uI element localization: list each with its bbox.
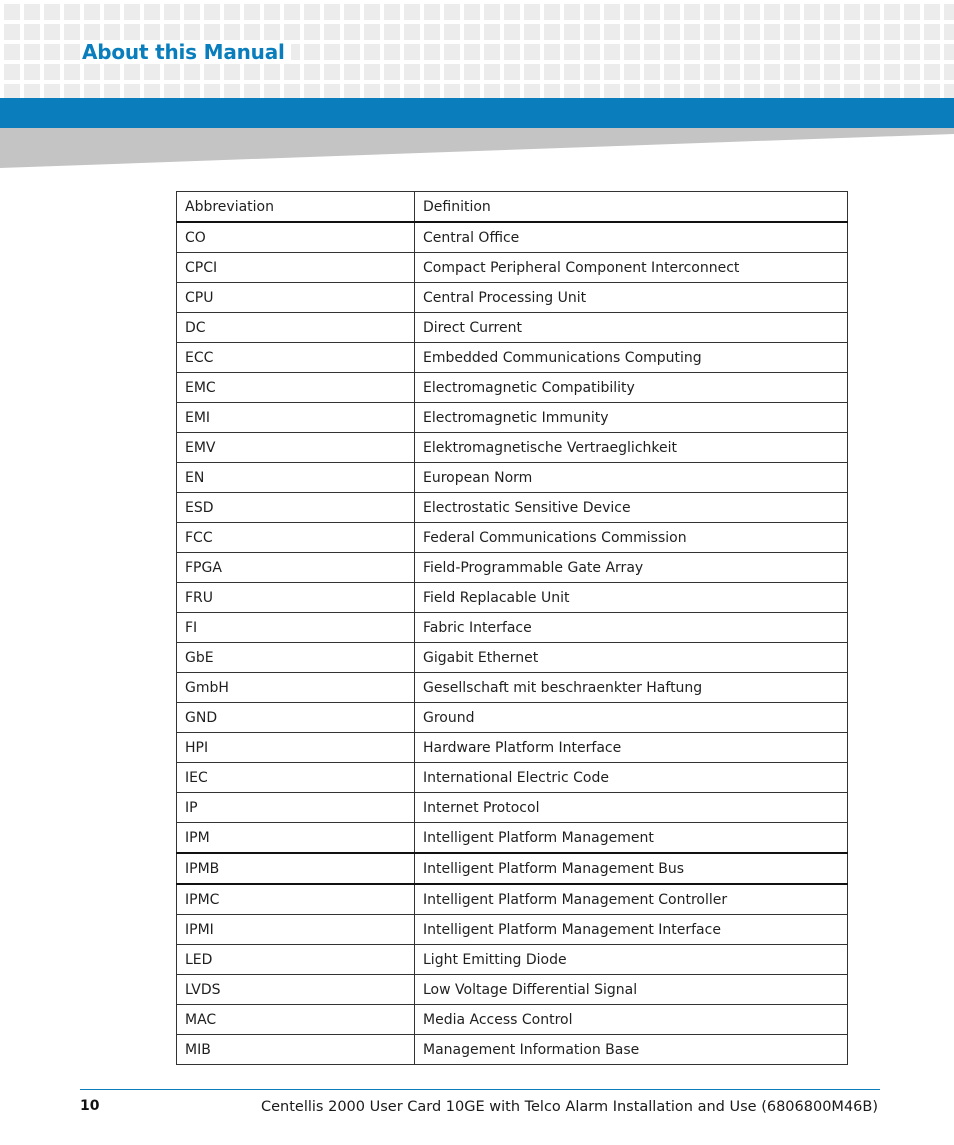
table-row [177, 433, 848, 463]
abbreviation-cell: IPM [177, 823, 415, 854]
table-row [177, 1005, 848, 1035]
definition-cell: Gigabit Ethernet [415, 643, 848, 673]
page-number: 10 [80, 1098, 100, 1114]
abbreviation-cell: CPCI [177, 253, 415, 283]
table-row [177, 222, 848, 253]
abbreviation-cell: IPMC [177, 884, 415, 915]
table-row [177, 553, 848, 583]
table-row [177, 915, 848, 945]
column-header-definition: Definition [415, 192, 848, 223]
table-row [177, 373, 848, 403]
table-row [177, 493, 848, 523]
abbreviation-cell: EN [177, 463, 415, 493]
table-row [177, 884, 848, 915]
table-row [177, 253, 848, 283]
definition-cell: Low Voltage Differential Signal [415, 975, 848, 1005]
definition-cell: Fabric Interface [415, 613, 848, 643]
table-row [177, 853, 848, 884]
table-row [177, 343, 848, 373]
definition-cell: Light Emitting Diode [415, 945, 848, 975]
table-header-row [177, 192, 848, 223]
table-row [177, 763, 848, 793]
abbreviation-cell: EMC [177, 373, 415, 403]
abbreviation-cell: IPMB [177, 853, 415, 884]
abbreviation-cell: CPU [177, 283, 415, 313]
footer-document-title: Centellis 2000 User Card 10GE with Telco Alarm Installation and Use (6806800M46B) [261, 1099, 878, 1115]
definition-cell: Intelligent Platform Management Controller [415, 884, 848, 915]
abbreviation-cell: EMV [177, 433, 415, 463]
definition-cell: Direct Current [415, 313, 848, 343]
definition-cell: Media Access Control [415, 1005, 848, 1035]
table-row [177, 945, 848, 975]
table-row [177, 733, 848, 763]
footer-rule [80, 1089, 880, 1090]
table-row [177, 643, 848, 673]
abbreviation-cell: DC [177, 313, 415, 343]
abbreviation-cell: LVDS [177, 975, 415, 1005]
page-title: About this Manual [82, 40, 291, 64]
table-row [177, 673, 848, 703]
header-blue-band [0, 98, 954, 128]
definition-cell: Intelligent Platform Management Interface [415, 915, 848, 945]
abbreviation-cell: HPI [177, 733, 415, 763]
definition-cell: International Electric Code [415, 763, 848, 793]
abbreviation-cell: IPMI [177, 915, 415, 945]
abbreviation-cell: FCC [177, 523, 415, 553]
definition-cell: Elektromagnetische Vertraeglichkeit [415, 433, 848, 463]
definition-cell: Central Processing Unit [415, 283, 848, 313]
abbreviation-cell: ESD [177, 493, 415, 523]
abbreviation-cell: FRU [177, 583, 415, 613]
definition-cell: Electromagnetic Compatibility [415, 373, 848, 403]
definition-cell: Compact Peripheral Component Interconnect [415, 253, 848, 283]
abbreviation-table [176, 191, 848, 1065]
definition-cell: Internet Protocol [415, 793, 848, 823]
definition-cell: Federal Communications Commission [415, 523, 848, 553]
definition-cell: Management Information Base [415, 1035, 848, 1065]
definition-cell: Intelligent Platform Management [415, 823, 848, 854]
abbreviation-cell: LED [177, 945, 415, 975]
abbreviation-cell: EMI [177, 403, 415, 433]
abbreviation-cell: IP [177, 793, 415, 823]
table-body [177, 222, 848, 1065]
definition-cell: European Norm [415, 463, 848, 493]
table-row [177, 313, 848, 343]
definition-cell: Central Office [415, 222, 848, 253]
table-row [177, 583, 848, 613]
abbreviation-cell: GbE [177, 643, 415, 673]
abbreviation-cell: CO [177, 222, 415, 253]
definition-cell: Hardware Platform Interface [415, 733, 848, 763]
abbreviation-cell: FPGA [177, 553, 415, 583]
abbreviation-cell: GND [177, 703, 415, 733]
table-row [177, 283, 848, 313]
table-row [177, 523, 848, 553]
definition-cell: Intelligent Platform Management Bus [415, 853, 848, 884]
definition-cell: Field Replacable Unit [415, 583, 848, 613]
abbreviation-cell: ECC [177, 343, 415, 373]
table-row [177, 823, 848, 854]
abbreviation-cell: MIB [177, 1035, 415, 1065]
abbreviation-cell: FI [177, 613, 415, 643]
abbreviation-cell: IEC [177, 763, 415, 793]
abbreviation-cell: MAC [177, 1005, 415, 1035]
table-row [177, 463, 848, 493]
table-row [177, 793, 848, 823]
table-row [177, 613, 848, 643]
column-header-abbreviation: Abbreviation [177, 192, 415, 223]
table-row [177, 975, 848, 1005]
definition-cell: Gesellschaft mit beschraenkter Haftung [415, 673, 848, 703]
definition-cell: Field-Programmable Gate Array [415, 553, 848, 583]
abbreviation-cell: GmbH [177, 673, 415, 703]
header-gray-swoosh [0, 128, 954, 168]
definition-cell: Ground [415, 703, 848, 733]
definition-cell: Embedded Communications Computing [415, 343, 848, 373]
definition-cell: Electromagnetic Immunity [415, 403, 848, 433]
table-row [177, 1035, 848, 1065]
definition-cell: Electrostatic Sensitive Device [415, 493, 848, 523]
table-row [177, 703, 848, 733]
table-row [177, 403, 848, 433]
